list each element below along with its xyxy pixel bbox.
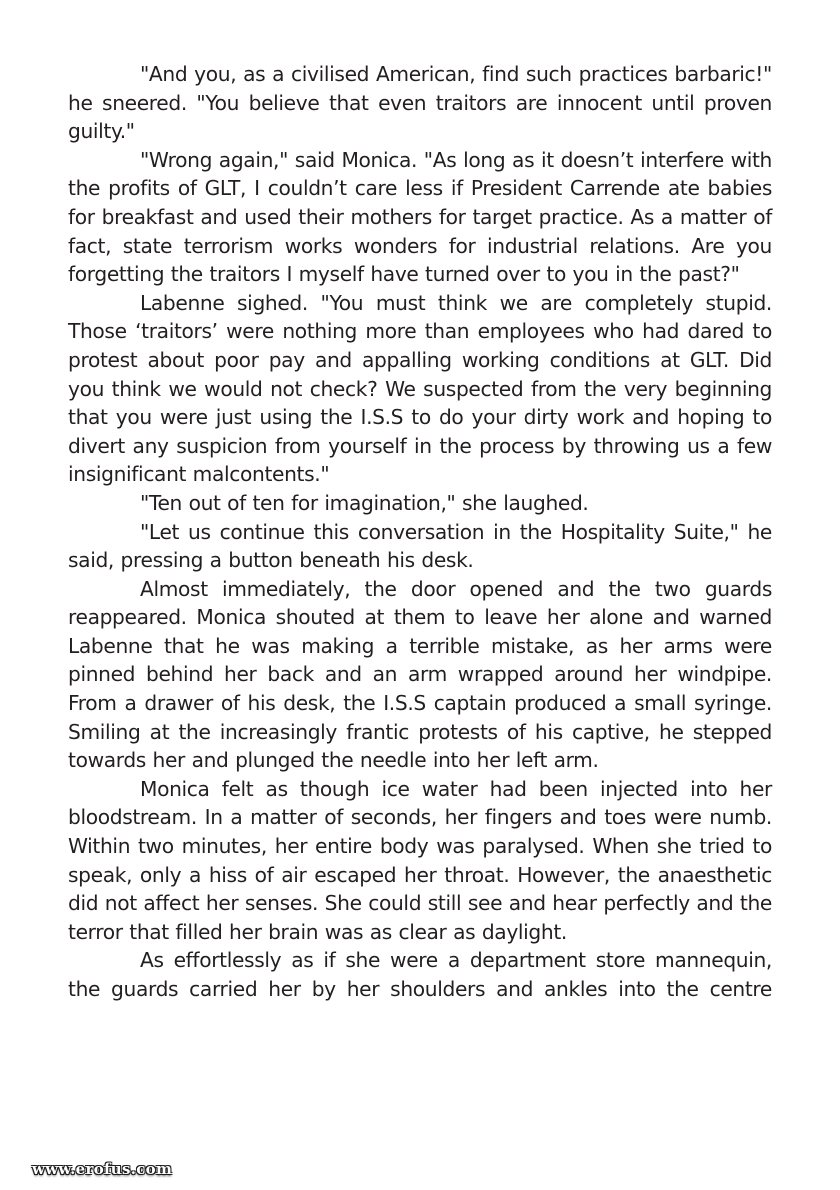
paragraph-3: Labenne sighed. "You must think we are completely stupid. Those ‘traitors’ were nothing more than employees who had dared to protest about poor pay and appalling working conditions at GLT. Did you think we would not check? We suspected from the very beginning that you were just using the I.S.S to do your dirty work and hoping to divert any suspicion from yourself in the process by throwing us a few insignificant malcontents." — [68, 290, 772, 487]
site-watermark: www.erofus.com — [32, 1160, 173, 1178]
paragraph-2: "Wrong again," said Monica. "As long as it doesn’t interfere with the profits of GLT, I couldn’t care less if President Carrende ate babies for breakfast and used their mothers for target practice. As a matter of fact, state terrorism works wonders for industrial relations. Are you forgetting the traitors I myself have turned over to you in the past?" — [68, 147, 772, 287]
paragraph-6: Almost immediately, the door opened and the two guards reappeared. Monica shouted at them to leave her alone and warned Labenne that he was making a terrible mistake, as her arms were pinned behind her back and an arm wrapped around her windpipe. From a drawer of his desk, the I.S.S captain produced a small syringe. Smiling at the increasingly frantic protests of his captive, he stepped towards her and plunged the needle into her left arm. — [68, 576, 772, 773]
paragraph-5: "Let us continue this conversation in the Hospitality Suite," he said, pressing a button beneath his desk. — [68, 519, 772, 573]
paragraph-1: "And you, as a civilised American, find such practices barbaric!" he sneered. "You believe that even traitors are innocent until proven guilty." — [68, 62, 772, 144]
paragraph-7: Monica felt as though ice water had been injected into her bloodstream. In a matter of seconds, her fingers and toes were numb. Within two minutes, her entire body was paralysed. When she tried to speak, only a hiss of air escaped her throat. However, the anaesthetic did not affect her senses. She could still see and hear perfectly and the terror that filled her brain was as clear as daylight. — [68, 776, 772, 944]
paragraph-8: As effortlessly as if she were a department store mannequin, the guards carried her by her shoulders and ankles into the centre — [68, 948, 772, 1001]
body-text — [68, 60, 772, 1004]
paragraph-4: "Ten out of ten for imagination," she laughed. — [140, 490, 589, 515]
